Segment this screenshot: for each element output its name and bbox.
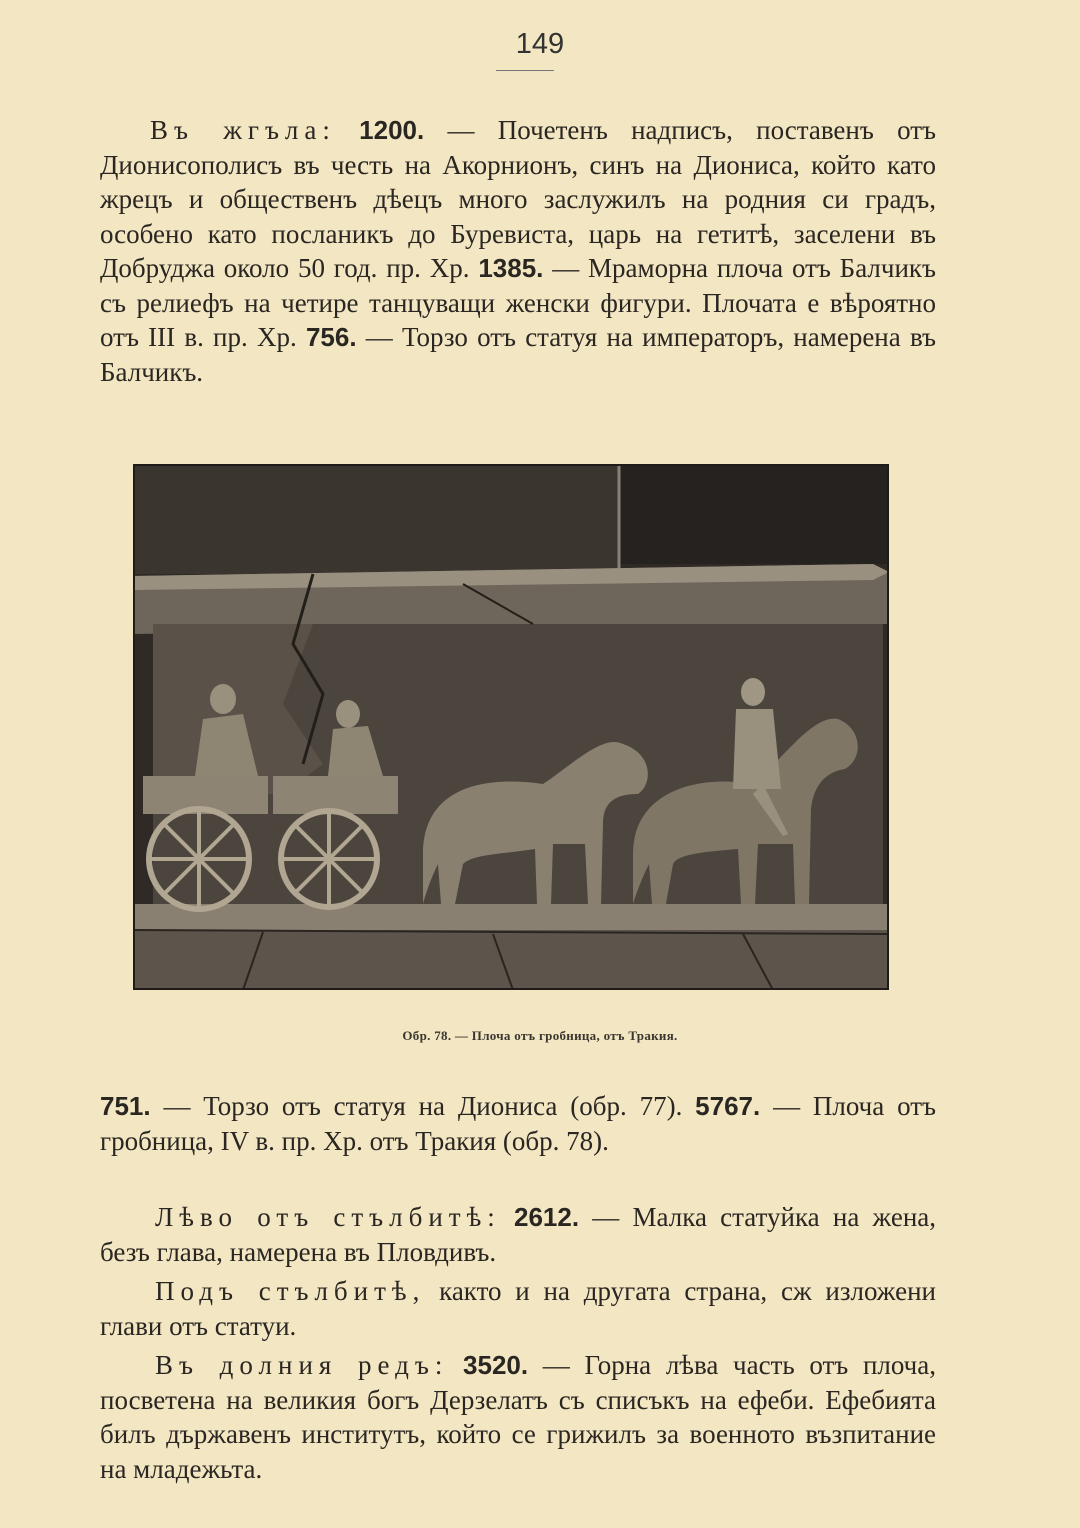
item-number-751: 751. xyxy=(100,1091,151,1121)
page-number: 149 xyxy=(515,28,565,60)
item-text-1385: — Мраморна плоча отъ Балчикъ съ релиефъ на четире танцуващи женски фигури. Плочата е вѣроятно отъ III в. пр. Хр. xyxy=(100,253,936,352)
paragraph-lower-row xyxy=(100,1348,936,1486)
item-text-1200: — Почетенъ надписъ, поставенъ отъ Дионисополисъ въ честь на Акорнионъ, синъ на Диониса, който като жрецъ и общественъ дѣецъ много заслужилъ на родния си градъ, особено като посланикъ до Буревиста, царь на гетитѣ, заселени въ Добруджа около 50 год. пр. Хр. xyxy=(100,115,936,283)
section-heading-corner: Въ жгъла: xyxy=(150,115,336,145)
paragraph-corner xyxy=(100,113,936,389)
paragraph-left-of-stairs xyxy=(100,1200,936,1269)
item-number-756: 756. xyxy=(305,322,357,352)
relief-photograph xyxy=(133,464,889,990)
item-number-5767: 5767. xyxy=(695,1091,761,1121)
section-heading-left-of-stairs: Лѣво отъ стълбитѣ: xyxy=(155,1202,501,1232)
item-text-751: — Торзо отъ статуя на Диониса (обр. 77). xyxy=(150,1091,696,1121)
paragraph-under-stairs xyxy=(100,1274,936,1343)
item-text-2612: — Малка статуйка на жена, безъ глава, намерена въ Пловдивъ. xyxy=(100,1202,936,1267)
paragraph-under-stairs-text: както и на другата страна, сж изложени глави отъ статуи. xyxy=(100,1276,936,1341)
figure-caption: Обр. 78. — Плоча отъ гробница, отъ Тракия. xyxy=(402,1028,678,1043)
item-number-3520: 3520. xyxy=(463,1350,529,1380)
item-text-756: — Торзо отъ статуя на императоръ, намерена въ Балчикъ. xyxy=(100,322,936,387)
item-text-3520: — Горна лѣва часть отъ плоча, посветена на великия богъ Дерзелатъ съ списъкъ на ефеби. Ефебията билъ държавенъ институтъ, който се грижилъ за военното възпитание на младежьта. xyxy=(100,1350,936,1484)
section-heading-lower-row: Въ долния редъ: xyxy=(155,1350,449,1380)
page-number-rule xyxy=(496,70,554,71)
item-text-5767: — Плоча отъ гробница, IV в. пр. Хр. отъ Тракия (обр. 78). xyxy=(100,1091,936,1156)
item-number-1200: 1200. xyxy=(359,115,425,145)
item-number-2612: 2612. xyxy=(514,1202,580,1232)
section-heading-under-stairs: Подъ стълбитѣ, xyxy=(155,1276,426,1306)
paragraph-items-751-5767 xyxy=(100,1089,936,1158)
item-number-1385: 1385. xyxy=(478,253,544,283)
